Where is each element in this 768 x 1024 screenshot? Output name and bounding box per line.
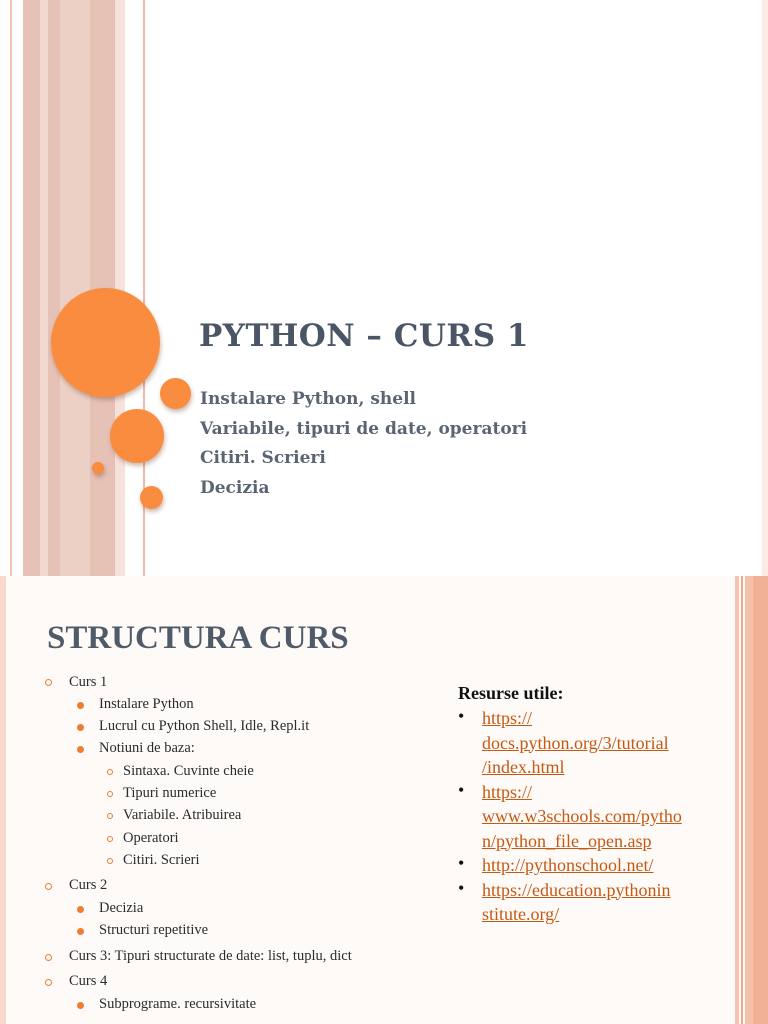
outline-item: Decizia xyxy=(99,900,144,916)
subtitle-list xyxy=(200,389,527,507)
resource-link-python-docs[interactable] xyxy=(482,706,728,780)
outline-item: Sintaxa. Cuvinte cheie xyxy=(123,763,254,779)
outline-item: Subprograme. recursivitate xyxy=(99,996,257,1012)
link-line: http://pythonschool.net/ xyxy=(482,855,654,875)
resource-link-w3schools[interactable] xyxy=(482,780,728,854)
subtitle-item: Instalare Python, shell xyxy=(200,389,416,409)
ring-bullet-icon xyxy=(107,858,113,864)
outline-item: Curs 2 xyxy=(69,877,108,893)
ring-bullet-icon xyxy=(107,813,113,819)
dot-bullet-icon xyxy=(77,928,84,935)
decorative-stripe xyxy=(735,576,739,1024)
decorative-stripe xyxy=(115,0,125,576)
dot-bullet-icon xyxy=(77,1002,84,1009)
link-line: https:// xyxy=(482,708,533,728)
dot-bullet-icon xyxy=(77,906,84,913)
outline-item: Curs 1 xyxy=(69,674,108,690)
ring-bullet-icon xyxy=(45,954,52,961)
outline-item: Structuri repetitive xyxy=(99,922,209,938)
outline-item: Variabile. Atribuirea xyxy=(123,807,242,823)
decorative-circle-small xyxy=(160,378,191,409)
resource-item xyxy=(458,853,728,878)
resource-item xyxy=(458,878,728,927)
resources-panel xyxy=(458,683,728,927)
outline-item: Curs 3: Tipuri structurate de date: list, tuplu, dict xyxy=(69,948,352,964)
dot-bullet-icon xyxy=(77,746,84,753)
resources-list xyxy=(458,706,728,927)
decorative-stripe xyxy=(741,576,743,1024)
decorative-stripe xyxy=(10,0,12,576)
decorative-stripe xyxy=(0,576,6,1024)
outline-item: Operatori xyxy=(123,830,179,846)
link-line: docs.python.org/3/tutorial xyxy=(482,732,669,753)
decorative-circle-large xyxy=(51,288,160,397)
link-line: www.w3schools.com/pytho xyxy=(482,806,682,826)
outline-item: Lucrul cu Python Shell, Idle, Repl.it xyxy=(99,718,310,734)
outline-item: Curs 4 xyxy=(69,973,108,989)
outline-item: Notiuni de baza: xyxy=(99,740,195,756)
ring-bullet-icon xyxy=(107,836,113,842)
subtitle-item: Decizia xyxy=(200,477,270,498)
resource-link-pythoninstitute[interactable] xyxy=(482,878,728,927)
bullet-icon: • xyxy=(458,853,465,873)
outline-item: Citiri. Scrieri xyxy=(123,852,200,868)
resource-link-pythonschool[interactable] xyxy=(482,853,728,878)
link-line: https://education.pythonin xyxy=(482,879,671,900)
subtitle-item: Variabile, tipuri de date, operatori xyxy=(200,418,528,439)
subtitle-item: Citiri. Scrieri xyxy=(200,448,326,468)
link-line: /index.html xyxy=(482,757,565,777)
bullet-icon: • xyxy=(458,706,465,726)
slide-title: PYTHON – CURS 1 xyxy=(199,318,529,354)
resource-item xyxy=(458,780,728,854)
decorative-stripe xyxy=(753,576,768,1024)
decorative-circle-tiny xyxy=(92,462,104,474)
decorative-stripe xyxy=(762,0,768,576)
resource-item xyxy=(458,706,728,780)
decorative-circle-small xyxy=(140,486,163,509)
decorative-circle-medium xyxy=(110,409,164,463)
ring-bullet-icon xyxy=(107,769,113,775)
dot-bullet-icon xyxy=(77,702,84,709)
ring-bullet-icon xyxy=(107,791,113,797)
bullet-icon: • xyxy=(458,877,465,898)
dot-bullet-icon xyxy=(77,724,84,731)
structure-slide xyxy=(0,576,768,1024)
link-line: https:// xyxy=(482,781,533,802)
link-line: n/python_file_open.asp xyxy=(482,830,652,851)
resources-heading: Resurse utile: xyxy=(458,683,564,703)
decorative-stripe xyxy=(60,0,90,576)
decorative-stripe xyxy=(745,576,753,1024)
decorative-stripe xyxy=(40,0,48,576)
ring-bullet-icon xyxy=(45,679,52,686)
outline-item: Instalare Python xyxy=(99,696,194,712)
slide-title: STRUCTURA CURS xyxy=(47,620,349,656)
outline-item: Tipuri numerice xyxy=(123,785,217,801)
ring-bullet-icon xyxy=(45,979,52,986)
ring-bullet-icon xyxy=(45,883,52,890)
bullet-icon: • xyxy=(458,779,465,800)
link-line: stitute.org/ xyxy=(482,904,560,924)
